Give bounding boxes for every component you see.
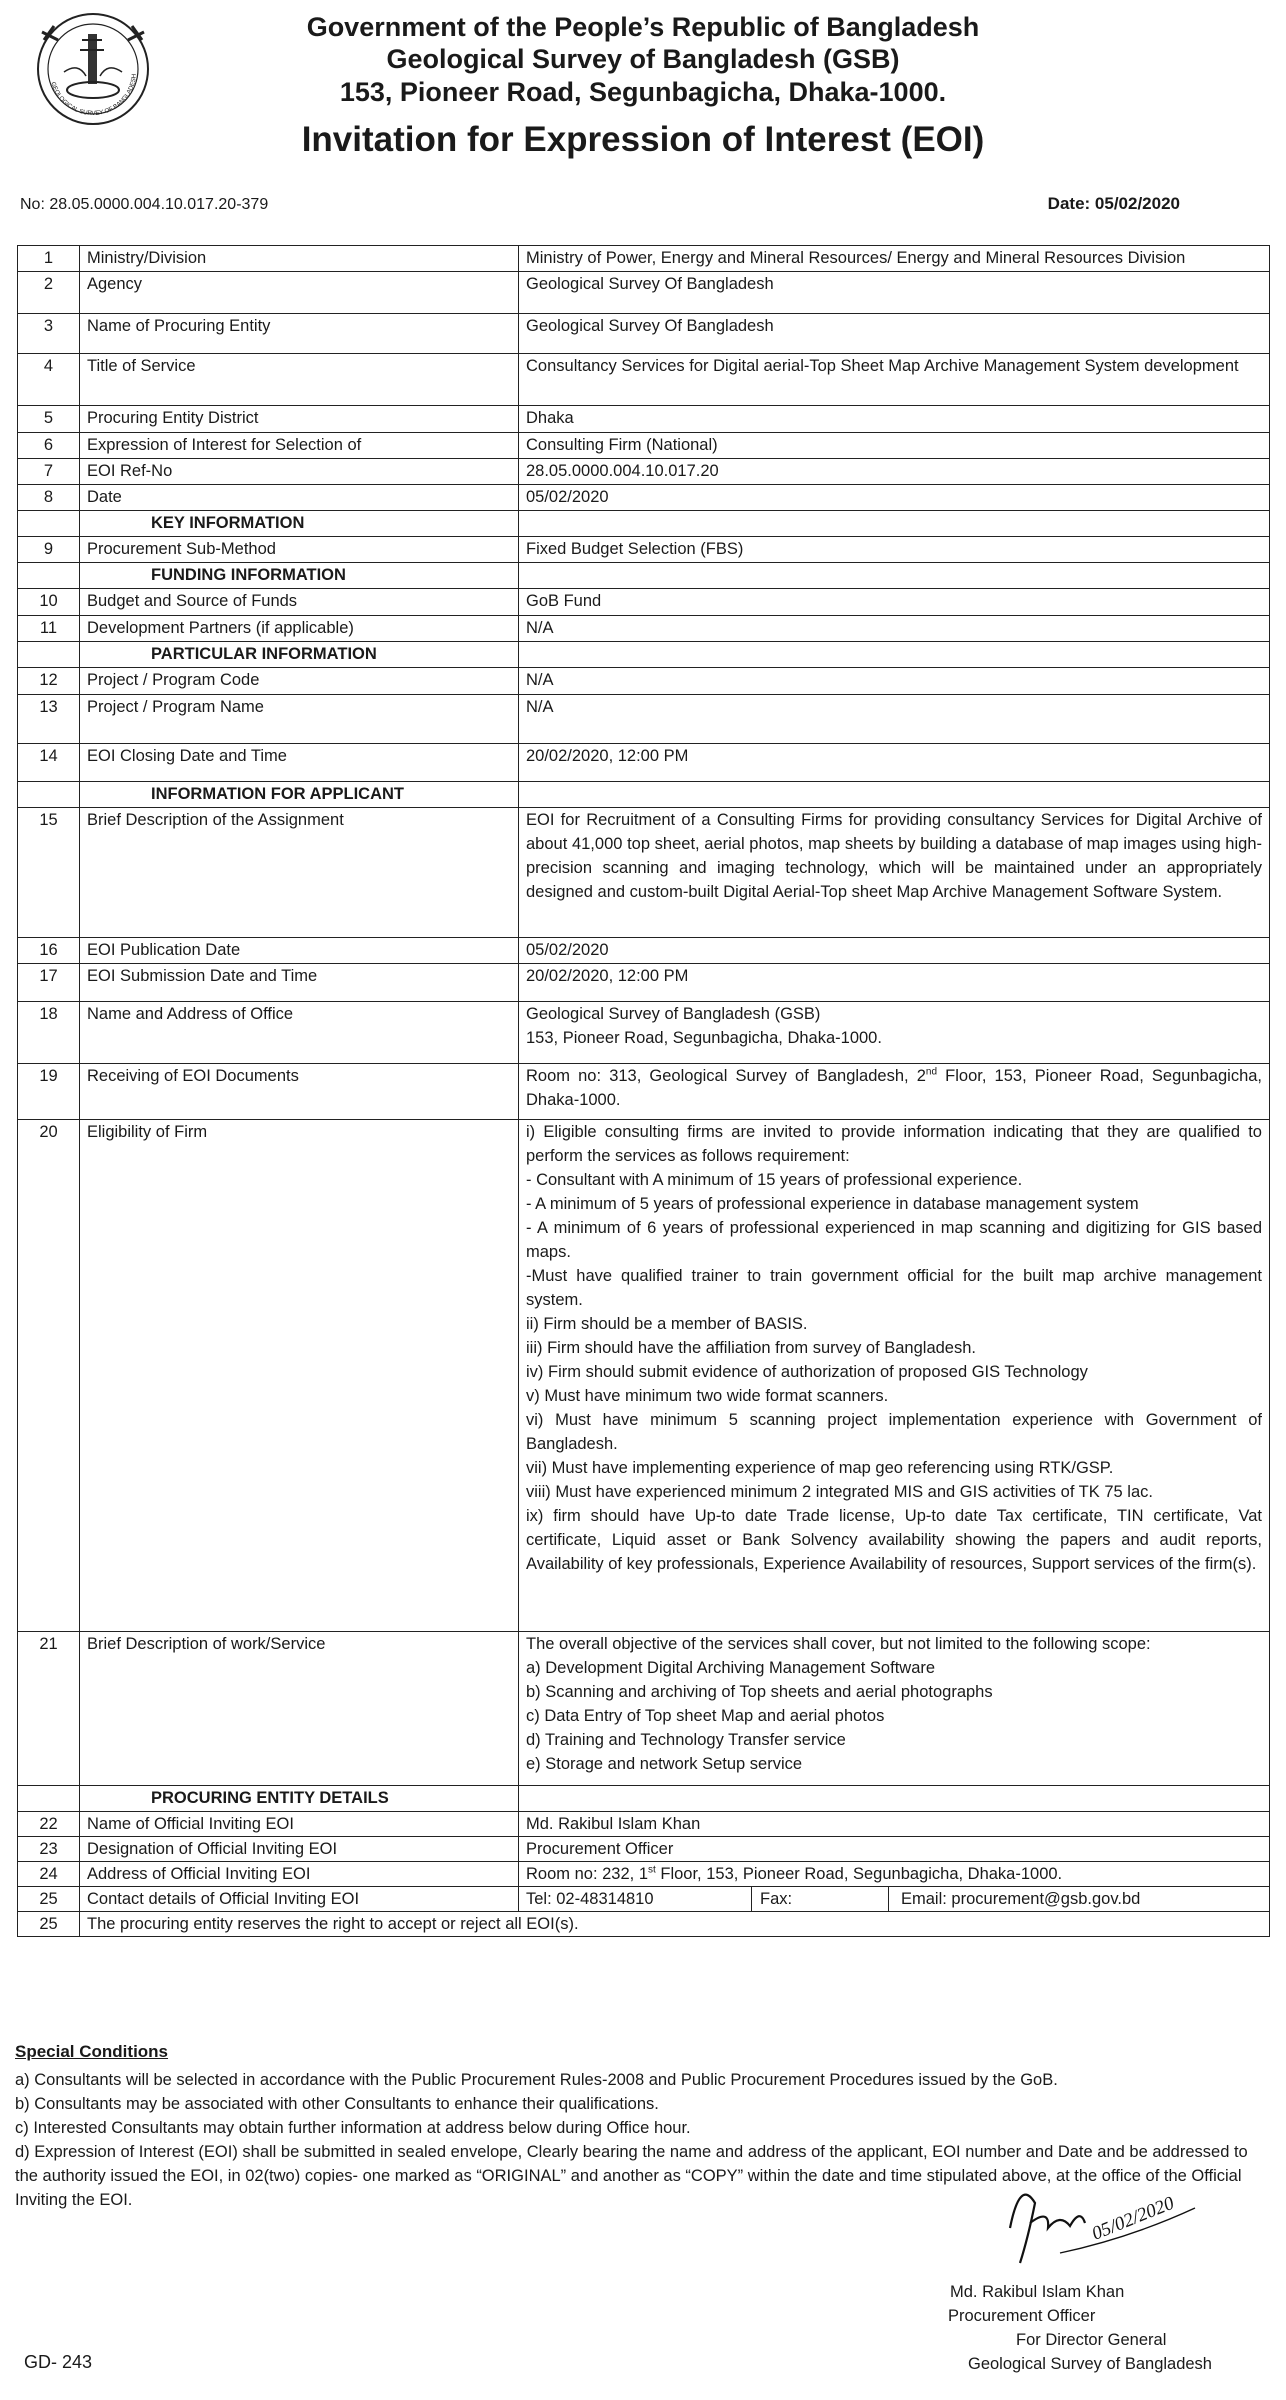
special-conditions-title: Special Conditions — [15, 2042, 169, 2061]
row-number: 1 — [18, 246, 80, 272]
table-row — [18, 1632, 1270, 1786]
row-label: Address of Official Inviting EOI — [80, 1862, 519, 1887]
row-number: 20 — [18, 1120, 80, 1632]
eoi-details-table — [17, 245, 1270, 1937]
signature-date: 05/02/2020 — [1089, 2192, 1178, 2245]
header-address: 153, Pioneer Road, Segunbagicha, Dhaka-1000. — [339, 77, 947, 107]
row-number: 5 — [18, 406, 80, 433]
row-number: 3 — [18, 314, 80, 354]
row-number: 12 — [18, 668, 80, 695]
row-label: Receiving of EOI Documents — [80, 1064, 519, 1120]
row-value: N/A — [519, 668, 1270, 695]
handwritten-signature — [990, 2168, 1210, 2278]
section-heading: INFORMATION FOR APPLICANT — [80, 782, 519, 808]
row-number: 24 — [18, 1862, 80, 1887]
row-number: 7 — [18, 459, 80, 485]
section-heading: PARTICULAR INFORMATION — [80, 642, 519, 668]
contact-fax: Fax: — [752, 1887, 889, 1911]
eligibility-item: viii) Must have experienced minimum 2 integrated MIS and GIS activities of TK 75 lac. — [526, 1483, 1153, 1501]
row-number: 2 — [18, 272, 80, 314]
row-label: Development Partners (if applicable) — [80, 616, 519, 642]
special-condition-a: a) Consultants will be selected in accordance with the Public Procurement Rules-2008 and Public Procurement Procedures issued by the GoB. — [15, 2071, 1058, 2089]
table-row — [18, 964, 1270, 1002]
row-number: 21 — [18, 1632, 80, 1786]
eligibility-item: - A minimum of 6 years of professional experienced in map scanning and digitizing for GIS based maps. — [526, 1219, 1262, 1261]
table-row — [18, 1002, 1270, 1064]
section-row — [18, 782, 1270, 808]
table-row — [18, 938, 1270, 964]
header-agency: Geological Survey of Bangladesh (GSB) — [386, 44, 900, 74]
row-value — [519, 1632, 1270, 1786]
page-title: Invitation for Expression of Interest (EOI) — [301, 120, 985, 159]
row-value: Room no: 232, 1st Floor, 153, Pioneer Road, Segunbagicha, Dhaka-1000. — [519, 1862, 1270, 1887]
row-value: 20/02/2020, 12:00 PM — [519, 964, 1270, 1002]
eligibility-item: ix) firm should have Up-to date Trade license, Up-to date Tax certificate, TIN certificate, Vat certificate, Liquid asset or Bank Solvency availability showing the papers and audit reports, Availability of key professionals, Experience Availability of resources, Support services of the firm(s). — [526, 1507, 1262, 1573]
row-value: N/A — [519, 695, 1270, 744]
row-value: EOI for Recruitment of a Consulting Firms for providing consultancy Services for Digital Archive of about 41,000 top sheet, aerial photos, map sheets by building a database of map images using high- precision scanning and imaging technology, which will be maintained under an appropriately designed and custom-built Digital Aerial-Top sheet Map Archive Management Software System. — [519, 808, 1270, 938]
special-condition-c: c) Interested Consultants may obtain further information at address below during Office hour. — [15, 2119, 691, 2137]
table-row — [18, 246, 1270, 272]
table-row — [18, 744, 1270, 782]
scope-item: c) Data Entry of Top sheet Map and aerial photos — [526, 1707, 885, 1725]
row-value: 20/02/2020, 12:00 PM — [519, 744, 1270, 782]
row-number: 8 — [18, 485, 80, 511]
table-row — [18, 1064, 1270, 1120]
scope-item: a) Development Digital Archiving Management Software — [526, 1659, 936, 1677]
row-number: 11 — [18, 616, 80, 642]
section-row — [18, 511, 1270, 537]
row-label: Ministry/Division — [80, 246, 519, 272]
row-label: Designation of Official Inviting EOI — [80, 1837, 519, 1862]
section-heading: KEY INFORMATION — [80, 511, 519, 537]
row-label: Agency — [80, 272, 519, 314]
eligibility-item: - A minimum of 5 years of professional experience in database management system — [526, 1195, 1139, 1213]
row-number: 16 — [18, 938, 80, 964]
row-number: 23 — [18, 1837, 80, 1862]
row-label: Brief Description of the Assignment — [80, 808, 519, 938]
row-value: 05/02/2020 — [519, 938, 1270, 964]
row-label: Procuring Entity District — [80, 406, 519, 433]
table-row — [18, 695, 1270, 744]
signatory-organization: Geological Survey of Bangladesh — [968, 2355, 1212, 2373]
row-value: Procurement Officer — [519, 1837, 1270, 1862]
table-row — [18, 1812, 1270, 1837]
office-name: Geological Survey of Bangladesh (GSB) — [526, 1005, 821, 1023]
eligibility-item: iii) Firm should have the affiliation from survey of Bangladesh. — [526, 1339, 976, 1357]
special-condition-d: d) Expression of Interest (EOI) shall be submitted in sealed envelope, Clearly bearing the name and address of the applicant, EOI number and Date and be addressed to the authority issued the EOI, in 02(two) copies- one marked as “ORIGINAL” and another as “COPY” within the date and time stipulated above, at the office of the Official Inviting the EOI. — [15, 2143, 1248, 2209]
row-number: 6 — [18, 433, 80, 459]
row-label: Eligibility of Firm — [80, 1120, 519, 1632]
eligibility-item: ii) Firm should be a member of BASIS. — [526, 1315, 808, 1333]
row-value — [519, 1120, 1270, 1632]
row-label: Name of Procuring Entity — [80, 314, 519, 354]
row-number: 4 — [18, 354, 80, 406]
table-row — [18, 433, 1270, 459]
row-number: 14 — [18, 744, 80, 782]
reference-number: No: 28.05.0000.004.10.017.20-379 — [20, 196, 269, 213]
row-number: 17 — [18, 964, 80, 1002]
table-row — [18, 272, 1270, 314]
scope-item: e) Storage and network Setup service — [526, 1755, 803, 1773]
table-row — [18, 1912, 1270, 1937]
row-label: Name and Address of Office — [80, 1002, 519, 1064]
row-label: Date — [80, 485, 519, 511]
table-row — [18, 1120, 1270, 1632]
row-value: Dhaka — [519, 406, 1270, 433]
row-number: 15 — [18, 808, 80, 938]
table-row — [18, 354, 1270, 406]
row-value: N/A — [519, 616, 1270, 642]
row-value — [519, 1002, 1270, 1064]
row-label: Brief Description of work/Service — [80, 1632, 519, 1786]
signatory-name: Md. Rakibul Islam Khan — [950, 2283, 1125, 2301]
eligibility-item: - Consultant with A minimum of 15 years of professional experience. — [526, 1171, 1023, 1189]
row-number: 9 — [18, 537, 80, 563]
row-value — [519, 1887, 1270, 1912]
row-value: Ministry of Power, Energy and Mineral Resources/ Energy and Mineral Resources Division — [519, 246, 1270, 272]
section-row — [18, 642, 1270, 668]
row-value: GoB Fund — [519, 589, 1270, 616]
special-condition-b: b) Consultants may be associated with other Consultants to enhance their qualifications. — [15, 2095, 659, 2113]
table-row — [18, 314, 1270, 354]
row-value: Room no: 313, Geological Survey of Bangladesh, 2nd Floor, 153, Pioneer Road, Segunbagicha, Dhaka-1000. — [519, 1064, 1270, 1120]
table-row — [18, 537, 1270, 563]
row-label: Project / Program Name — [80, 695, 519, 744]
scope-item: d) Training and Technology Transfer service — [526, 1731, 846, 1749]
row-value: 05/02/2020 — [519, 485, 1270, 511]
table-row — [18, 1862, 1270, 1887]
section-heading: FUNDING INFORMATION — [80, 563, 519, 589]
row-value: Md. Rakibul Islam Khan — [519, 1812, 1270, 1837]
eligibility-item: i) Eligible consulting firms are invited to provide information indicating that they are qualified to perform the services as follows requirement: — [526, 1123, 1262, 1165]
scope-item: The overall objective of the services shall cover, but not limited to the following scope: — [526, 1635, 1151, 1653]
row-value: Geological Survey Of Bangladesh — [519, 314, 1270, 354]
row-label: EOI Ref-No — [80, 459, 519, 485]
office-address: 153, Pioneer Road, Segunbagicha, Dhaka-1000. — [526, 1029, 882, 1047]
table-row — [18, 589, 1270, 616]
table-row — [18, 485, 1270, 511]
logo-text: GEOLOGICAL SURVEY OF BANGLADESH — [49, 73, 138, 118]
table-row — [18, 459, 1270, 485]
row-number: 25 — [18, 1912, 80, 1937]
row-label: Project / Program Code — [80, 668, 519, 695]
contact-tel: Tel: 02-48314810 — [526, 1887, 752, 1911]
row-value: Geological Survey Of Bangladesh — [519, 272, 1270, 314]
notice-date: Date: 05/02/2020 — [1047, 194, 1180, 213]
row-label: Procurement Sub-Method — [80, 537, 519, 563]
reservation-clause: The procuring entity reserves the right to accept or reject all EOI(s). — [80, 1912, 1270, 1937]
table-row — [18, 1887, 1270, 1912]
row-label: Budget and Source of Funds — [80, 589, 519, 616]
row-number: 13 — [18, 695, 80, 744]
row-value: Fixed Budget Selection (FBS) — [519, 537, 1270, 563]
table-row — [18, 808, 1270, 938]
row-number: 18 — [18, 1002, 80, 1064]
section-row — [18, 563, 1270, 589]
row-label: EOI Publication Date — [80, 938, 519, 964]
contact-email: Email: procurement@gsb.gov.bd — [901, 1890, 1141, 1908]
table-row — [18, 616, 1270, 642]
row-label: Title of Service — [80, 354, 519, 406]
signatory-designation: Procurement Officer — [948, 2307, 1096, 2325]
row-label: Contact details of Official Inviting EOI — [80, 1887, 519, 1912]
row-label: Expression of Interest for Selection of — [80, 433, 519, 459]
section-heading: PROCURING ENTITY DETAILS — [80, 1786, 519, 1812]
row-label: EOI Closing Date and Time — [80, 744, 519, 782]
signatory-for: For Director General — [1016, 2331, 1167, 2349]
table-row — [18, 406, 1270, 433]
row-number: 22 — [18, 1812, 80, 1837]
eligibility-item: v) Must have minimum two wide format scanners. — [526, 1387, 889, 1405]
table-row — [18, 668, 1270, 695]
eligibility-item: iv) Firm should submit evidence of authorization of proposed GIS Technology — [526, 1363, 1088, 1381]
row-value: Consultancy Services for Digital aerial-Top Sheet Map Archive Management System development — [519, 354, 1270, 406]
row-number: 25 — [18, 1887, 80, 1912]
eligibility-item: -Must have qualified trainer to train government official for the built map archive management system. — [526, 1267, 1262, 1309]
row-label: EOI Submission Date and Time — [80, 964, 519, 1002]
header-government: Government of the People’s Republic of Bangladesh — [306, 12, 980, 42]
section-row — [18, 1786, 1270, 1812]
eligibility-item: vi) Must have minimum 5 scanning project implementation experience with Government of Bangladesh. — [526, 1411, 1262, 1453]
eligibility-item: vii) Must have implementing experience of map geo referencing using RTK/GSP. — [526, 1459, 1114, 1477]
footer-code: GD- 243 — [24, 2352, 93, 2372]
row-value: Consulting Firm (National) — [519, 433, 1270, 459]
scope-item: b) Scanning and archiving of Top sheets and aerial photographs — [526, 1683, 993, 1701]
row-number: 10 — [18, 589, 80, 616]
row-label: Name of Official Inviting EOI — [80, 1812, 519, 1837]
row-number: 19 — [18, 1064, 80, 1120]
table-row — [18, 1837, 1270, 1862]
row-value: 28.05.0000.004.10.017.20 — [519, 459, 1270, 485]
